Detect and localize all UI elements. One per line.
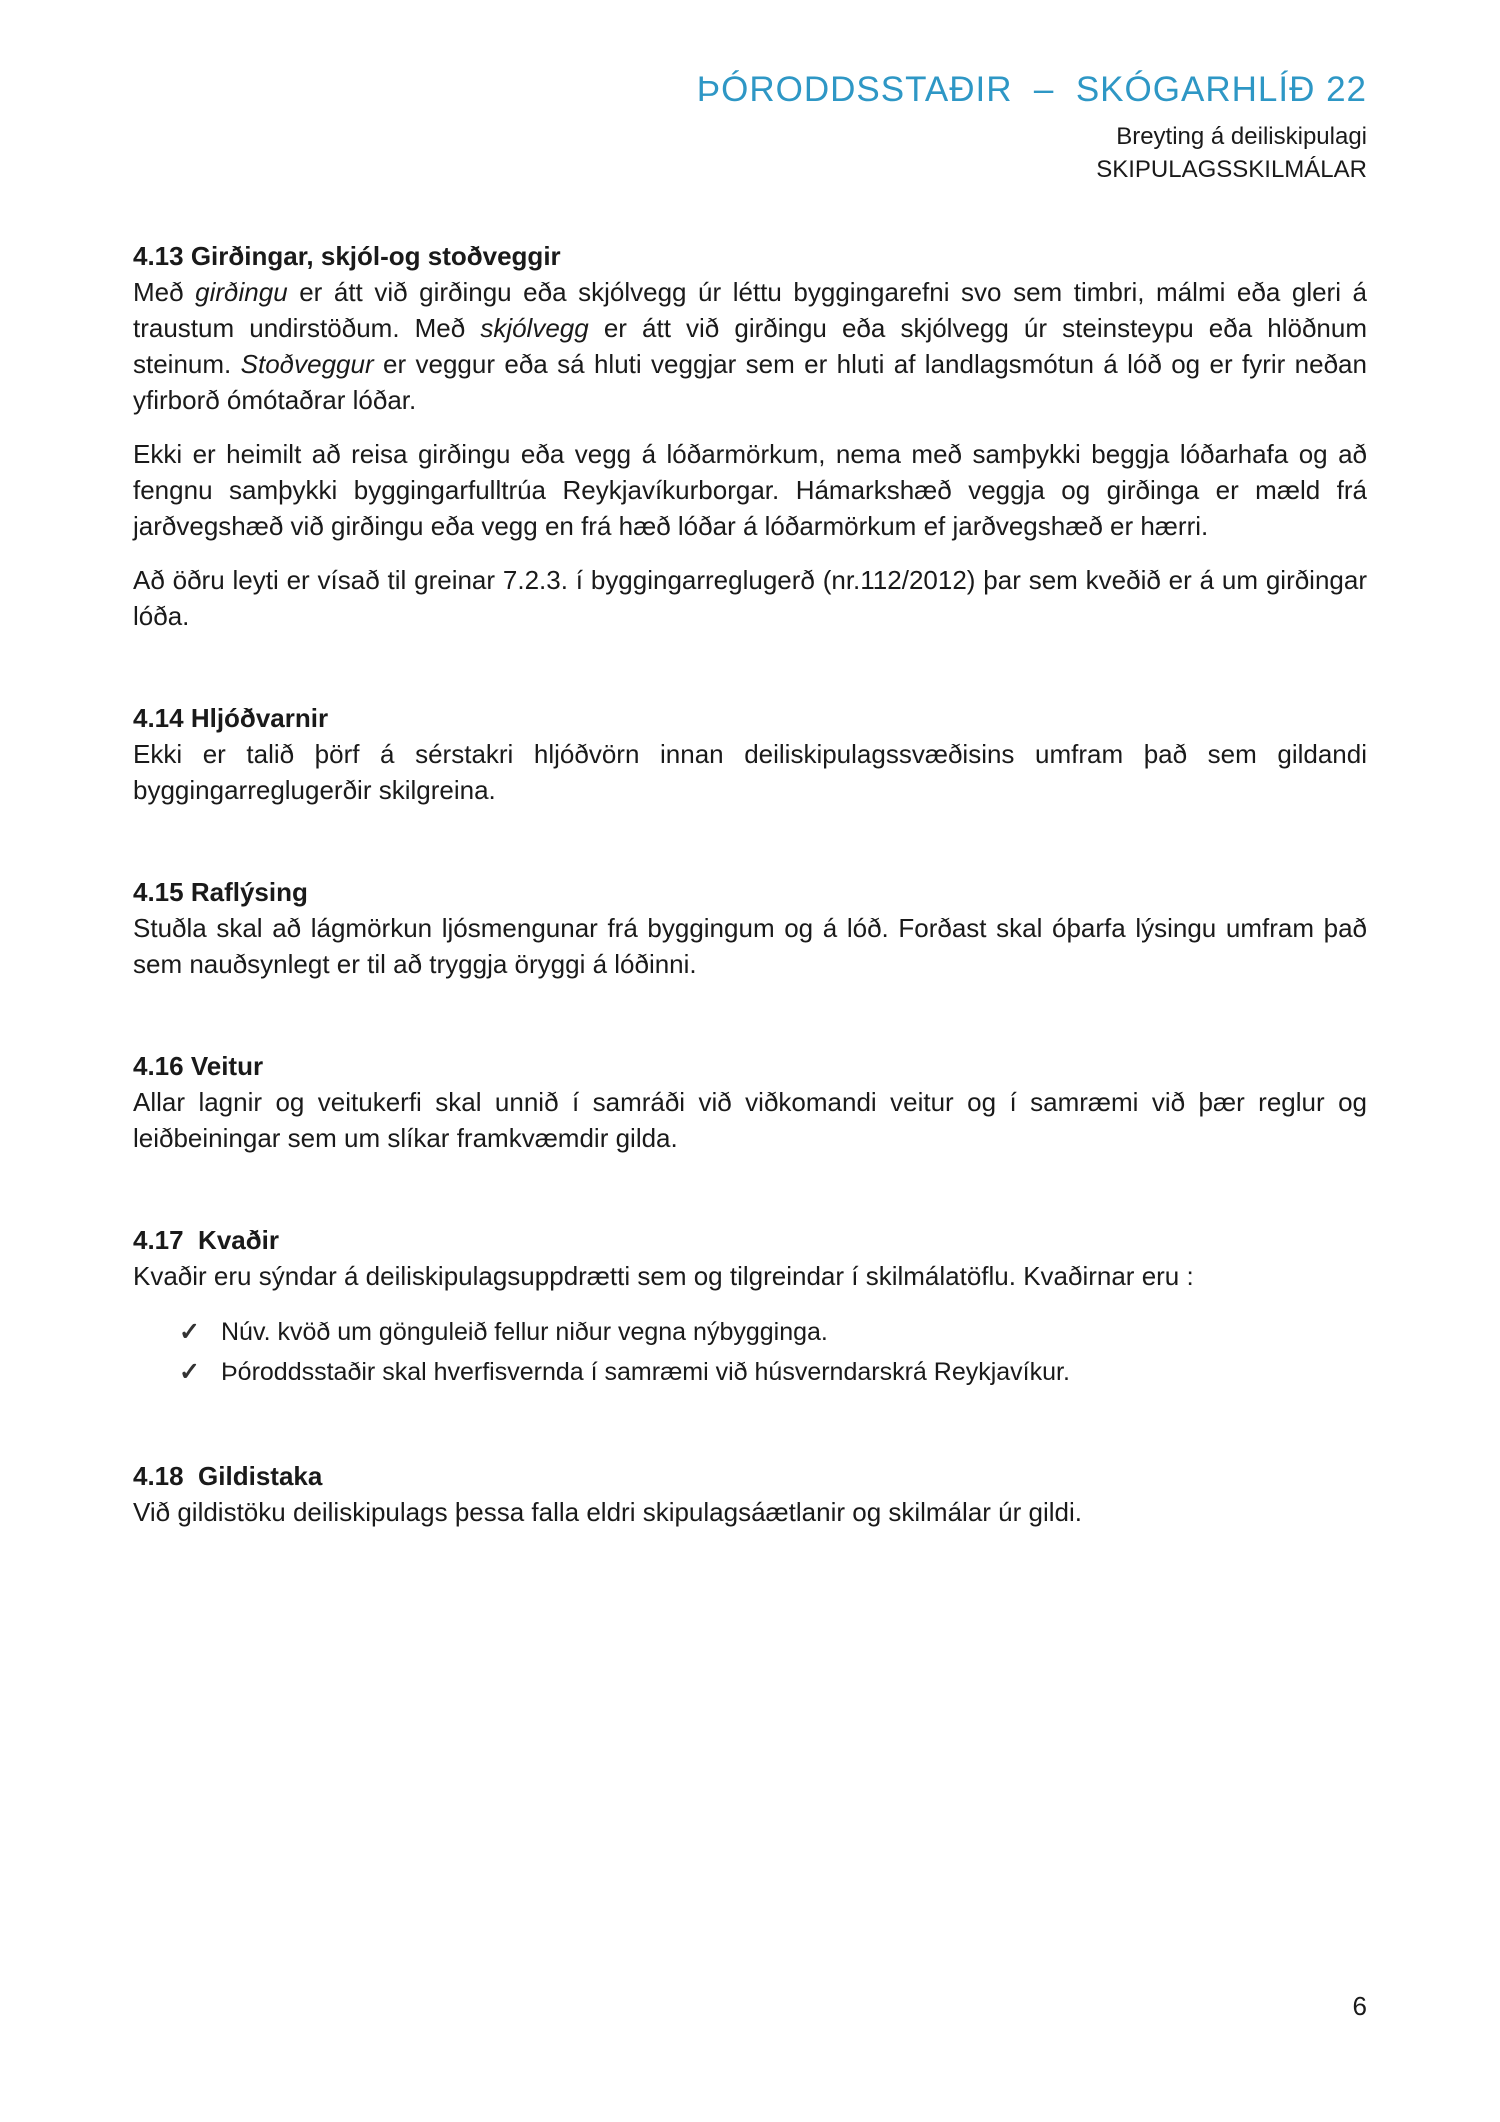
section-hljodvarnir (133, 700, 1367, 808)
paragraph: Að öðru leyti er vísað til greinar 7.2.3. í byggingarreglugerð (nr.112/2012) þar sem kveðið er á um girðingar lóða. (133, 565, 1367, 631)
document-subtitle-line1: Breyting á deiliskipulagi (1116, 123, 1367, 150)
paragraph: Við gildistöku deiliskipulags þessa falla eldri skipulagsáætlanir og skilmálar úr gildi. (133, 1497, 1082, 1527)
section-kvadir (133, 1222, 1367, 1392)
document-body (133, 238, 1367, 1530)
checkmark-icon: ✓ (179, 1358, 200, 1386)
section-gildistaka (133, 1458, 1367, 1530)
paragraph: Ekki er heimilt að reisa girðingu eða vegg á lóðarmörkum, nema með samþykki beggja lóðarhafa og að fengnu samþykki byggingarfulltrúa Reykjavíkurborgar. Hámarkshæð veggja og girðinga er mæld frá jarðvegshæð við girðingu eða vegg en frá hæð lóðar á lóðarmörkum ef jarðvegshæð er hærri. (133, 439, 1367, 541)
section-raflysing (133, 874, 1367, 982)
text-run-italic: girðingu (195, 277, 288, 307)
section-veitur (133, 1048, 1367, 1156)
text-run: er veggur eða sá hluti veggjar sem er hluti af landlagsmótun á lóð og er fyrir neðan yfirborð ómótaðrar lóðar. (133, 349, 1367, 415)
section-heading: 4.17 Kvaðir (133, 1225, 279, 1255)
paragraph: Kvaðir eru sýndar á deiliskipulagsuppdrætti sem og tilgreindar í skilmálatöflu. Kvaðirnar eru : (133, 1261, 1194, 1291)
section-heading: 4.14 Hljóðvarnir (133, 703, 329, 733)
text-run: Með (133, 277, 196, 307)
kvadir-list (133, 1312, 1367, 1392)
text-run: er átt við girðingu eða skjólvegg úr steinsteypu eða hlöðnum steinum. (133, 313, 1367, 379)
document-subtitle-line2: SKIPULAGSSKILMÁLAR (1096, 156, 1367, 183)
paragraph (133, 274, 1367, 418)
document-title: ÞÓRODDSSTAÐIR – SKÓGARHLÍÐ 22 (696, 70, 1367, 109)
section-girdingar (133, 238, 1367, 634)
section-heading: 4.15 Raflýsing (133, 877, 308, 907)
checkmark-icon: ✓ (179, 1318, 200, 1346)
list-item-text: Núv. kvöð um gönguleið fellur niður vegna nýbygginga. (221, 1318, 828, 1346)
list-item-text: Þóroddsstaðir skal hverfisvernda í samræmi við húsverndarskrá Reykjavíkur. (221, 1358, 1070, 1386)
section-heading: 4.13 Girðingar, skjól-og stoðveggir (133, 241, 561, 271)
document-header (133, 70, 1367, 186)
text-run: er átt við girðingu eða skjólvegg úr léttu byggingarefni svo sem timbri, málmi eða gleri á traustum undirstöðum. Með (133, 277, 1368, 343)
page-number: 6 (1352, 1991, 1367, 2021)
list-item (179, 1312, 1367, 1352)
paragraph: Ekki er talið þörf á sérstakri hljóðvörn innan deiliskipulagssvæðisins umfram það sem gildandi byggingarreglugerðir skilgreina. (133, 739, 1367, 805)
paragraph: Stuðla skal að lágmörkun ljósmengunar frá byggingum og á lóð. Forðast skal óþarfa lýsingu umfram það sem nauðsynlegt er til að tryggja öryggi á lóðinni. (133, 913, 1367, 979)
section-heading: 4.16 Veitur (133, 1051, 264, 1081)
section-heading: 4.18 Gildistaka (133, 1461, 323, 1491)
paragraph: Allar lagnir og veitukerfi skal unnið í samráði við viðkomandi veitur og í samræmi við þær reglur og leiðbeiningar sem um slíkar framkvæmdir gilda. (133, 1087, 1367, 1153)
list-item (179, 1352, 1367, 1392)
text-run-italic: Stoðveggur (240, 349, 374, 379)
text-run-italic: skjólvegg (480, 313, 589, 343)
